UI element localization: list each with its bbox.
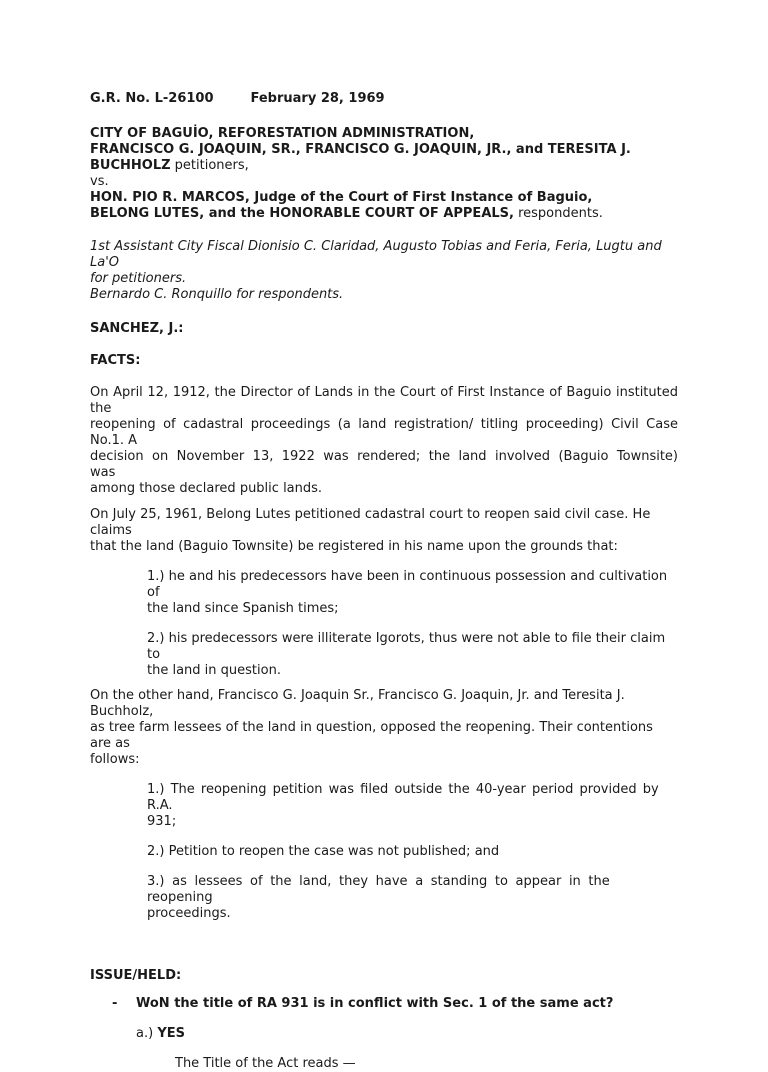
petitioners-role: petitioners, — [170, 158, 249, 173]
issue-answer — [136, 1026, 678, 1042]
issue-heading: ISSUE/HELD: — [90, 968, 182, 983]
case-header — [90, 91, 678, 107]
facts-p1-line: among those declared public lands. — [90, 481, 323, 496]
petitioners-line-2: FRANCISCO G. JOAQUIN, SR., FRANCISCO G. JOAQUIN, JR., and TERESITA J. — [90, 142, 631, 157]
document-page — [90, 91, 678, 1072]
counsel-line-2: for petitioners. — [90, 271, 187, 286]
petitioners-line-1: CITY OF BAGUİO, REFORESTATION ADMINISTRATION, — [90, 126, 475, 141]
contention-1 — [147, 782, 678, 830]
counsel-line-1: 1st Assistant City Fiscal Dionisio C. Claridad, Augusto Tobias and Feria, Feria, Lugtu and La'O — [90, 239, 662, 270]
facts-p3-line: follows: — [90, 752, 140, 767]
facts-p3-line: On the other hand, Francisco G. Joaquin Sr., Francisco G. Joaquin, Jr. and Teresita J. Buchholz, — [90, 688, 625, 719]
decision-date: February 28, 1969 — [250, 91, 385, 106]
contention-3-line: 3.) as lessees of the land, they have a standing to appear in the reopening — [147, 874, 610, 905]
gr-number: G.R. No. L-26100 — [90, 91, 214, 106]
parties-block — [90, 126, 678, 222]
contention-3-line: proceedings. — [147, 906, 231, 921]
facts-p2-line: that the land (Baguio Townsite) be registered in his name upon the grounds that: — [90, 539, 618, 554]
ground-2 — [147, 631, 678, 679]
dash-bullet: - — [112, 996, 118, 1011]
contention-2-line: 2.) Petition to reopen the case was not published; and — [147, 844, 500, 859]
issue-question — [90, 996, 678, 1012]
title-reads-line: The Title of the Act reads — — [175, 1056, 356, 1071]
contention-3 — [147, 874, 678, 922]
issue-question-text: WoN the title of RA 931 is in conflict with Sec. 1 of the same act? — [136, 996, 614, 1011]
petitioners-line-3 — [90, 158, 678, 174]
counsel-line-3: Bernardo C. Ronquillo for respondents. — [90, 287, 344, 302]
respondents-names: BELONG LUTES, and the HONORABLE COURT OF APPEALS, — [90, 206, 514, 221]
counsel-block — [90, 239, 678, 303]
answer-text: YES — [157, 1026, 185, 1041]
facts-p2-line: On July 25, 1961, Belong Lutes petitioned cadastral court to reopen said civil case. He claims — [90, 507, 651, 538]
facts-p1-line: decision on November 13, 1922 was rendered; the land involved (Baguio Townsite) was — [90, 449, 678, 480]
ground-1-line: the land since Spanish times; — [147, 601, 339, 616]
facts-p1-line: On April 12, 1912, the Director of Lands in the Court of First Instance of Baguio instituted the — [90, 385, 678, 416]
respondents-line-1: HON. PIO R. MARCOS, Judge of the Court of First Instance of Baguio, — [90, 190, 593, 205]
contention-2 — [147, 844, 678, 860]
contention-1-line: 1.) The reopening petition was filed outside the 40-year period provided by R.A. — [147, 782, 659, 813]
facts-paragraph-1 — [90, 385, 678, 497]
facts-p3-line: as tree farm lessees of the land in question, opposed the reopening. Their contentions are as — [90, 720, 653, 751]
versus-label: vs. — [90, 174, 109, 189]
respondents-line-2 — [90, 206, 678, 222]
ground-1 — [147, 569, 678, 617]
facts-p1-line: reopening of cadastral proceedings (a land registration/ titling proceeding) Civil Case No.1. A — [90, 417, 678, 448]
facts-heading: FACTS: — [90, 353, 141, 368]
ground-2-line: the land in question. — [147, 663, 281, 678]
ground-1-line: 1.) he and his predecessors have been in continuous possession and cultivation of — [147, 569, 668, 600]
respondents-role: respondents. — [513, 206, 603, 221]
facts-paragraph-2 — [90, 507, 678, 555]
contention-1-line: 931; — [147, 814, 177, 829]
petitioner-name: BUCHHOLZ — [90, 158, 171, 173]
facts-paragraph-3 — [90, 688, 678, 768]
answer-prefix: a.) — [136, 1026, 158, 1041]
ponente: SANCHEZ, J.: — [90, 321, 184, 336]
ground-2-line: 2.) his predecessors were illiterate Igorots, thus were not able to file their claim to — [147, 631, 666, 662]
